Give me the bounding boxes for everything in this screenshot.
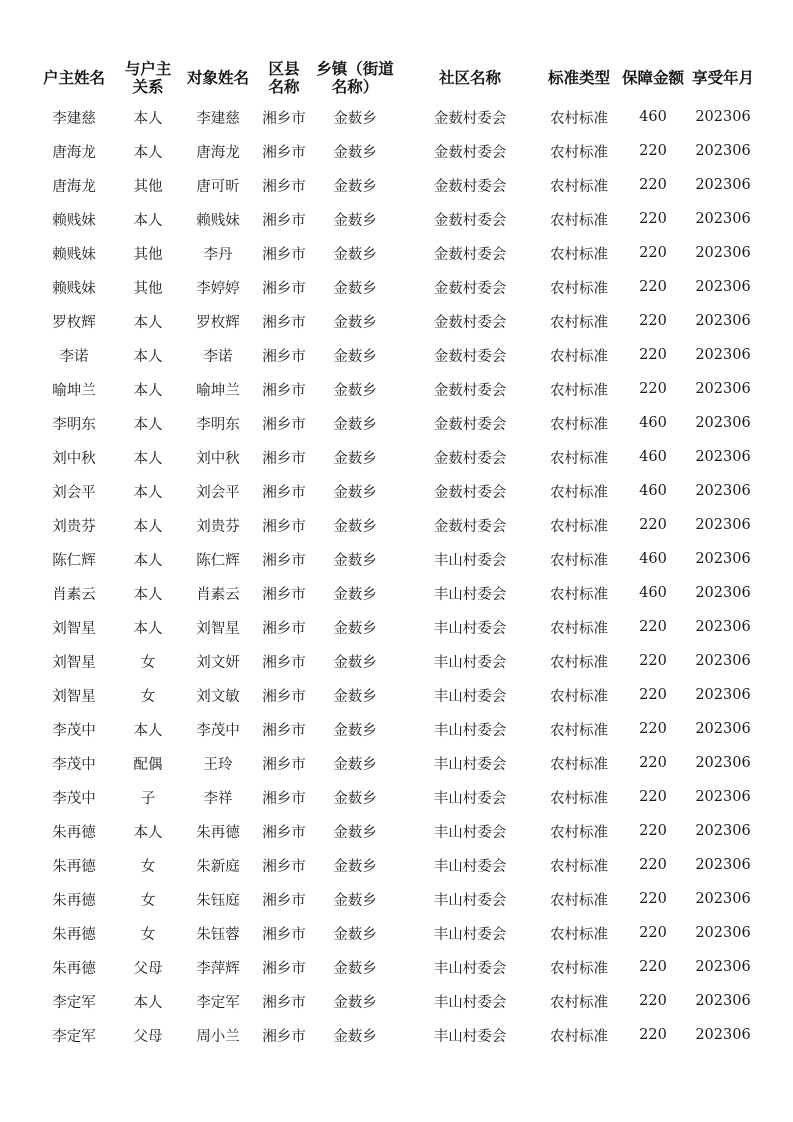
cell-county: 湘乡市 (262, 280, 306, 297)
cell-community: 丰山村委会 (433, 688, 507, 705)
cell-township: 金薮乡 (333, 994, 377, 1011)
cell-county: 湘乡市 (262, 756, 306, 773)
cell-township: 金薮乡 (333, 586, 377, 603)
cell-county: 湘乡市 (262, 892, 306, 909)
table-row (30, 508, 758, 542)
cell-community: 金薮村委会 (433, 484, 507, 501)
cell-relation: 其他 (133, 178, 163, 195)
cell-township: 金薮乡 (333, 246, 377, 263)
cell-community: 丰山村委会 (433, 824, 507, 841)
table-row (30, 916, 758, 950)
cell-community: 丰山村委会 (433, 586, 507, 603)
cell-township: 金薮乡 (333, 314, 377, 331)
cell-community: 金薮村委会 (433, 178, 507, 195)
cell-amount: 220 (639, 619, 667, 635)
cell-amount: 220 (639, 755, 667, 771)
cell-community: 丰山村委会 (433, 960, 507, 977)
cell-county: 湘乡市 (262, 110, 306, 127)
cell-householder-name: 唐海龙 (52, 178, 96, 195)
table-row (30, 542, 758, 576)
table-header-row (30, 56, 758, 100)
cell-standard-type: 农村标准 (550, 892, 608, 909)
cell-month: 202306 (695, 721, 751, 737)
cell-relation: 父母 (133, 960, 163, 977)
cell-householder-name: 李定军 (52, 994, 96, 1011)
cell-relation: 本人 (133, 416, 163, 433)
cell-standard-type: 农村标准 (550, 960, 608, 977)
cell-standard-type: 农村标准 (550, 790, 608, 807)
header-community: 社区名称 (438, 69, 501, 87)
cell-township: 金薮乡 (333, 926, 377, 943)
cell-relation: 本人 (133, 620, 163, 637)
cell-township: 金薮乡 (333, 110, 377, 127)
cell-relation: 本人 (133, 586, 163, 603)
cell-relation: 本人 (133, 110, 163, 127)
cell-recipient-name: 刘会平 (196, 484, 240, 501)
cell-township: 金薮乡 (333, 178, 377, 195)
cell-standard-type: 农村标准 (550, 518, 608, 535)
cell-amount: 220 (639, 823, 667, 839)
cell-relation: 本人 (133, 994, 163, 1011)
cell-recipient-name: 李定军 (196, 994, 240, 1011)
cell-county: 湘乡市 (262, 212, 306, 229)
cell-standard-type: 农村标准 (550, 994, 608, 1011)
cell-county: 湘乡市 (262, 450, 306, 467)
cell-county: 湘乡市 (262, 518, 306, 535)
cell-township: 金薮乡 (333, 1028, 377, 1045)
cell-township: 金薮乡 (333, 518, 377, 535)
cell-county: 湘乡市 (262, 314, 306, 331)
cell-community: 金薮村委会 (433, 382, 507, 399)
cell-amount: 220 (639, 211, 667, 227)
cell-recipient-name: 李明东 (196, 416, 240, 433)
cell-amount: 220 (639, 959, 667, 975)
cell-recipient-name: 刘智星 (196, 620, 240, 637)
header-amount: 保障金额 (621, 69, 684, 87)
cell-township: 金薮乡 (333, 280, 377, 297)
cell-community: 丰山村委会 (433, 722, 507, 739)
cell-relation: 其他 (133, 280, 163, 297)
header-county: 区县 名称 (268, 60, 300, 96)
cell-amount: 220 (639, 687, 667, 703)
cell-month: 202306 (695, 925, 751, 941)
cell-community: 丰山村委会 (433, 620, 507, 637)
cell-community: 丰山村委会 (433, 654, 507, 671)
cell-householder-name: 赖贱妹 (52, 280, 96, 297)
cell-relation: 其他 (133, 246, 163, 263)
cell-month: 202306 (695, 823, 751, 839)
cell-relation: 女 (140, 926, 156, 943)
cell-recipient-name: 王玲 (203, 756, 233, 773)
cell-recipient-name: 罗枚辉 (196, 314, 240, 331)
header-recipient-name: 对象姓名 (186, 69, 249, 87)
cell-township: 金薮乡 (333, 416, 377, 433)
cell-community: 丰山村委会 (433, 858, 507, 875)
cell-householder-name: 罗枚辉 (52, 314, 96, 331)
cell-county: 湘乡市 (262, 348, 306, 365)
cell-recipient-name: 李丹 (203, 246, 233, 263)
cell-community: 金薮村委会 (433, 518, 507, 535)
cell-householder-name: 赖贱妹 (52, 212, 96, 229)
cell-standard-type: 农村标准 (550, 110, 608, 127)
cell-householder-name: 刘智星 (52, 654, 96, 671)
cell-relation: 本人 (133, 450, 163, 467)
cell-amount: 220 (639, 789, 667, 805)
table-body (30, 100, 758, 1052)
cell-recipient-name: 李茂中 (196, 722, 240, 739)
table-row (30, 848, 758, 882)
cell-county: 湘乡市 (262, 926, 306, 943)
cell-county: 湘乡市 (262, 858, 306, 875)
cell-township: 金薮乡 (333, 552, 377, 569)
cell-householder-name: 李茂中 (52, 756, 96, 773)
cell-amount: 460 (639, 483, 667, 499)
cell-recipient-name: 唐海龙 (196, 144, 240, 161)
cell-month: 202306 (695, 585, 751, 601)
cell-community: 金薮村委会 (433, 246, 507, 263)
cell-householder-name: 刘中秋 (52, 450, 96, 467)
cell-month: 202306 (695, 653, 751, 669)
cell-standard-type: 农村标准 (550, 688, 608, 705)
cell-relation: 女 (140, 654, 156, 671)
table-row (30, 780, 758, 814)
cell-month: 202306 (695, 279, 751, 295)
cell-recipient-name: 喻坤兰 (196, 382, 240, 399)
table-row (30, 746, 758, 780)
cell-community: 金薮村委会 (433, 348, 507, 365)
cell-householder-name: 刘智星 (52, 688, 96, 705)
cell-amount: 220 (639, 517, 667, 533)
cell-standard-type: 农村标准 (550, 178, 608, 195)
cell-community: 金薮村委会 (433, 144, 507, 161)
cell-month: 202306 (695, 483, 751, 499)
table-row (30, 202, 758, 236)
cell-relation: 本人 (133, 824, 163, 841)
table-row (30, 100, 758, 134)
cell-standard-type: 农村标准 (550, 1028, 608, 1045)
cell-community: 金薮村委会 (433, 416, 507, 433)
cell-relation: 本人 (133, 552, 163, 569)
cell-community: 金薮村委会 (433, 280, 507, 297)
cell-standard-type: 农村标准 (550, 722, 608, 739)
cell-county: 湘乡市 (262, 620, 306, 637)
cell-township: 金薮乡 (333, 382, 377, 399)
cell-community: 金薮村委会 (433, 110, 507, 127)
cell-standard-type: 农村标准 (550, 314, 608, 331)
cell-community: 金薮村委会 (433, 314, 507, 331)
cell-county: 湘乡市 (262, 552, 306, 569)
cell-recipient-name: 李诺 (203, 348, 233, 365)
table-row (30, 644, 758, 678)
cell-standard-type: 农村标准 (550, 926, 608, 943)
cell-county: 湘乡市 (262, 416, 306, 433)
cell-householder-name: 朱再德 (52, 858, 96, 875)
cell-month: 202306 (695, 993, 751, 1009)
cell-township: 金薮乡 (333, 348, 377, 365)
cell-recipient-name: 刘文妍 (196, 654, 240, 671)
cell-township: 金薮乡 (333, 484, 377, 501)
table-row (30, 304, 758, 338)
cell-county: 湘乡市 (262, 654, 306, 671)
cell-standard-type: 农村标准 (550, 858, 608, 875)
cell-recipient-name: 赖贱妹 (196, 212, 240, 229)
subsidy-roster-table (30, 56, 758, 1052)
cell-recipient-name: 刘中秋 (196, 450, 240, 467)
cell-county: 湘乡市 (262, 178, 306, 195)
table-row (30, 984, 758, 1018)
table-row (30, 236, 758, 270)
cell-amount: 460 (639, 415, 667, 431)
table-row (30, 882, 758, 916)
header-standard-type: 标准类型 (547, 69, 610, 87)
cell-recipient-name: 刘贵芬 (196, 518, 240, 535)
cell-community: 金薮村委会 (433, 450, 507, 467)
header-month: 享受年月 (691, 69, 754, 87)
cell-standard-type: 农村标准 (550, 212, 608, 229)
cell-relation: 本人 (133, 722, 163, 739)
cell-county: 湘乡市 (262, 688, 306, 705)
cell-relation: 本人 (133, 484, 163, 501)
cell-relation: 配偶 (133, 756, 163, 773)
table-row (30, 168, 758, 202)
cell-month: 202306 (695, 449, 751, 465)
cell-county: 湘乡市 (262, 1028, 306, 1045)
cell-month: 202306 (695, 619, 751, 635)
cell-amount: 220 (639, 891, 667, 907)
table-row (30, 576, 758, 610)
cell-amount: 220 (639, 279, 667, 295)
cell-recipient-name: 李婷婷 (196, 280, 240, 297)
cell-month: 202306 (695, 177, 751, 193)
cell-recipient-name: 朱钰蓉 (196, 926, 240, 943)
cell-month: 202306 (695, 551, 751, 567)
cell-standard-type: 农村标准 (550, 552, 608, 569)
cell-standard-type: 农村标准 (550, 484, 608, 501)
cell-recipient-name: 李建慈 (196, 110, 240, 127)
cell-township: 金薮乡 (333, 722, 377, 739)
cell-householder-name: 李定军 (52, 1028, 96, 1045)
cell-standard-type: 农村标准 (550, 144, 608, 161)
cell-community: 丰山村委会 (433, 926, 507, 943)
cell-standard-type: 农村标准 (550, 246, 608, 263)
table-row (30, 678, 758, 712)
table-row (30, 610, 758, 644)
cell-township: 金薮乡 (333, 450, 377, 467)
header-householder-name: 户主姓名 (42, 69, 105, 87)
cell-amount: 220 (639, 857, 667, 873)
cell-county: 湘乡市 (262, 144, 306, 161)
cell-month: 202306 (695, 347, 751, 363)
cell-householder-name: 唐海龙 (52, 144, 96, 161)
cell-householder-name: 朱再德 (52, 960, 96, 977)
table-row (30, 440, 758, 474)
cell-month: 202306 (695, 687, 751, 703)
cell-county: 湘乡市 (262, 790, 306, 807)
table-row (30, 814, 758, 848)
cell-month: 202306 (695, 857, 751, 873)
cell-relation: 本人 (133, 382, 163, 399)
cell-householder-name: 李茂中 (52, 722, 96, 739)
cell-amount: 220 (639, 347, 667, 363)
cell-standard-type: 农村标准 (550, 756, 608, 773)
cell-county: 湘乡市 (262, 246, 306, 263)
cell-amount: 220 (639, 993, 667, 1009)
header-township: 乡镇（街道 名称） (316, 60, 394, 96)
table-row (30, 338, 758, 372)
cell-relation: 本人 (133, 518, 163, 535)
cell-relation: 本人 (133, 212, 163, 229)
cell-amount: 460 (639, 109, 667, 125)
cell-recipient-name: 肖素云 (196, 586, 240, 603)
cell-amount: 220 (639, 143, 667, 159)
table-row (30, 712, 758, 746)
cell-relation: 女 (140, 858, 156, 875)
cell-householder-name: 刘贵芬 (52, 518, 96, 535)
cell-township: 金薮乡 (333, 212, 377, 229)
cell-township: 金薮乡 (333, 858, 377, 875)
cell-standard-type: 农村标准 (550, 348, 608, 365)
cell-month: 202306 (695, 211, 751, 227)
cell-recipient-name: 朱再德 (196, 824, 240, 841)
cell-relation: 子 (140, 790, 156, 807)
cell-month: 202306 (695, 109, 751, 125)
cell-householder-name: 陈仁辉 (52, 552, 96, 569)
cell-householder-name: 李茂中 (52, 790, 96, 807)
cell-county: 湘乡市 (262, 484, 306, 501)
cell-township: 金薮乡 (333, 824, 377, 841)
cell-month: 202306 (695, 891, 751, 907)
cell-month: 202306 (695, 789, 751, 805)
cell-amount: 220 (639, 721, 667, 737)
cell-recipient-name: 李祥 (203, 790, 233, 807)
cell-amount: 220 (639, 381, 667, 397)
cell-amount: 220 (639, 177, 667, 193)
cell-month: 202306 (695, 245, 751, 261)
table-row (30, 406, 758, 440)
cell-county: 湘乡市 (262, 960, 306, 977)
cell-householder-name: 李建慈 (52, 110, 96, 127)
cell-householder-name: 喻坤兰 (52, 382, 96, 399)
table-row (30, 1018, 758, 1052)
cell-community: 金薮村委会 (433, 212, 507, 229)
cell-standard-type: 农村标准 (550, 382, 608, 399)
table-row (30, 372, 758, 406)
cell-standard-type: 农村标准 (550, 824, 608, 841)
cell-month: 202306 (695, 959, 751, 975)
cell-township: 金薮乡 (333, 790, 377, 807)
cell-community: 丰山村委会 (433, 1028, 507, 1045)
cell-householder-name: 李明东 (52, 416, 96, 433)
cell-householder-name: 赖贱妹 (52, 246, 96, 263)
cell-county: 湘乡市 (262, 722, 306, 739)
cell-township: 金薮乡 (333, 688, 377, 705)
cell-recipient-name: 周小兰 (196, 1028, 240, 1045)
cell-township: 金薮乡 (333, 960, 377, 977)
cell-township: 金薮乡 (333, 892, 377, 909)
table-row (30, 270, 758, 304)
cell-month: 202306 (695, 1027, 751, 1043)
cell-month: 202306 (695, 755, 751, 771)
header-relation: 与户主 关系 (124, 60, 172, 96)
cell-month: 202306 (695, 143, 751, 159)
cell-householder-name: 李诺 (59, 348, 89, 365)
cell-township: 金薮乡 (333, 620, 377, 637)
cell-county: 湘乡市 (262, 382, 306, 399)
cell-amount: 220 (639, 245, 667, 261)
cell-county: 湘乡市 (262, 586, 306, 603)
cell-householder-name: 朱再德 (52, 892, 96, 909)
cell-relation: 本人 (133, 144, 163, 161)
cell-amount: 460 (639, 449, 667, 465)
table-row (30, 134, 758, 168)
cell-county: 湘乡市 (262, 824, 306, 841)
cell-standard-type: 农村标准 (550, 450, 608, 467)
cell-householder-name: 朱再德 (52, 824, 96, 841)
cell-amount: 220 (639, 653, 667, 669)
cell-standard-type: 农村标准 (550, 586, 608, 603)
cell-householder-name: 肖素云 (52, 586, 96, 603)
cell-community: 丰山村委会 (433, 552, 507, 569)
cell-relation: 本人 (133, 314, 163, 331)
cell-month: 202306 (695, 415, 751, 431)
cell-amount: 460 (639, 551, 667, 567)
cell-relation: 父母 (133, 1028, 163, 1045)
cell-recipient-name: 朱新庭 (196, 858, 240, 875)
table-row (30, 950, 758, 984)
cell-recipient-name: 刘文敏 (196, 688, 240, 705)
cell-standard-type: 农村标准 (550, 654, 608, 671)
cell-community: 丰山村委会 (433, 790, 507, 807)
cell-householder-name: 刘会平 (52, 484, 96, 501)
cell-standard-type: 农村标准 (550, 280, 608, 297)
cell-township: 金薮乡 (333, 144, 377, 161)
cell-standard-type: 农村标准 (550, 416, 608, 433)
cell-relation: 女 (140, 688, 156, 705)
cell-township: 金薮乡 (333, 756, 377, 773)
cell-amount: 220 (639, 313, 667, 329)
cell-community: 丰山村委会 (433, 994, 507, 1011)
cell-relation: 女 (140, 892, 156, 909)
cell-amount: 220 (639, 925, 667, 941)
cell-recipient-name: 唐可昕 (196, 178, 240, 195)
cell-month: 202306 (695, 313, 751, 329)
cell-recipient-name: 李萍辉 (196, 960, 240, 977)
cell-amount: 220 (639, 1027, 667, 1043)
cell-recipient-name: 陈仁辉 (196, 552, 240, 569)
cell-standard-type: 农村标准 (550, 620, 608, 637)
cell-householder-name: 朱再德 (52, 926, 96, 943)
cell-county: 湘乡市 (262, 994, 306, 1011)
cell-relation: 本人 (133, 348, 163, 365)
cell-community: 丰山村委会 (433, 756, 507, 773)
cell-community: 丰山村委会 (433, 892, 507, 909)
table-row (30, 474, 758, 508)
cell-amount: 460 (639, 585, 667, 601)
cell-month: 202306 (695, 381, 751, 397)
cell-householder-name: 刘智星 (52, 620, 96, 637)
cell-recipient-name: 朱钰庭 (196, 892, 240, 909)
cell-township: 金薮乡 (333, 654, 377, 671)
cell-month: 202306 (695, 517, 751, 533)
